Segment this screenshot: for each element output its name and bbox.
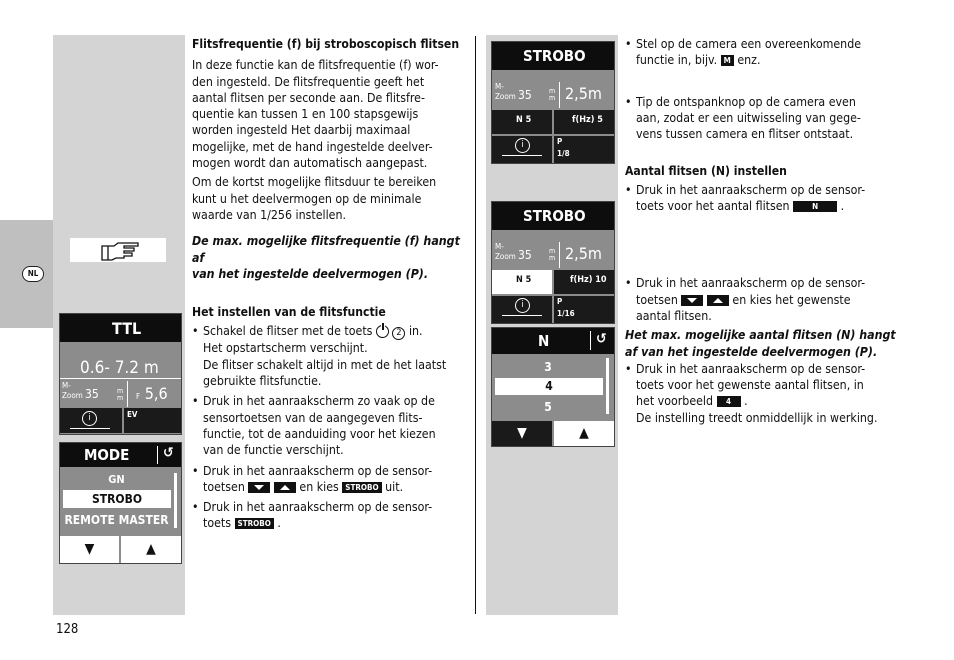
language-badge: NL (22, 266, 44, 282)
mode-item-gn[interactable]: GN (108, 473, 125, 486)
strobo2-p-button[interactable]: P 1/16 (554, 296, 614, 323)
back-icon[interactable]: ↺ (163, 445, 174, 461)
info-icon: i (515, 138, 530, 153)
ttl-title: TTL (112, 319, 142, 338)
strobo2-n-button[interactable]: N 5 (492, 270, 552, 294)
strobo2-range: 2,5m (565, 244, 602, 263)
bullet-press-sensor: • Druk in het aanraakscherm zo vaak op de sensortoetsen van de aangegeven flits- functie, tot de aanduiding voor het kiezen van de functie verschijnt. (192, 393, 472, 458)
chevron-up-icon: ▲ (146, 541, 156, 557)
strobo2-f-button[interactable]: f(Hz) 10 (554, 270, 614, 294)
back-icon[interactable]: ↺ (596, 331, 607, 347)
chevron-down-icon: ▼ (84, 541, 95, 557)
mode-down-button[interactable] (60, 536, 119, 563)
ttl-aperture: F 5,6 (136, 384, 168, 403)
n-item-3[interactable]: 3 (544, 360, 552, 374)
mode-m-badge: M (721, 55, 734, 66)
strobo2-info-button[interactable] (492, 296, 552, 323)
n-badge: N (793, 201, 837, 212)
bullet-choose-count: • Druk in het aanraakscherm op de sensor- toetsen en kies het gewenste aantal flitsen. (625, 275, 925, 324)
bullet-press-n: • Druk in het aanraakscherm op de sensor- toets voor het aantal flitsen N . (625, 182, 925, 215)
column-1 (192, 36, 472, 532)
para-2: Om de kortst mogelijke flitsduur te bereiken kunt u het deelvermogen op de minimale waarde van 1/256 instellen. (192, 175, 437, 222)
strobo-screen-1: STROBO M- Zoom 35 m m 2,5m N 5 f(Hz) 5 i P 1/8 (491, 41, 615, 164)
bullet-press-strobo: • Druk in het aanraakscherm op de sensor- toets STROBO . (192, 499, 472, 532)
ttl-zoom-unit: m m (117, 387, 124, 402)
column-divider (475, 36, 476, 614)
section-heading-count: Aantal flitsen (N) instellen (625, 164, 787, 179)
mode-item-strobo[interactable]: STROBO (63, 490, 171, 508)
ttl-range: 0.6- 7.2 m (80, 358, 159, 378)
n-title-bar: N ↺ (492, 328, 614, 354)
n-screen (491, 327, 615, 447)
hand-pointer-icon (70, 238, 166, 262)
n-up-button[interactable] (554, 421, 614, 446)
mode-title: MODE (84, 446, 130, 464)
strobo-screen-2: STROBO M- Zoom 35 m m 2,5m N 5 f(Hz) 10 i P 1/16 (491, 201, 615, 324)
bullet-desired-count: • Druk in het aanraakscherm op de sensor- toets voor het gewenste aantal flitsen, in het voorbeeld 4 . De instelling treedt onmiddellijk in werking. (625, 361, 925, 426)
strobo-badge: STROBO (235, 518, 274, 529)
down-key-icon (248, 482, 270, 493)
bullet-power-on: • Schakel de flitser met de toets 2 in. Het opstartscherm verschijnt. De flitser schakelt altijd in met de het laatst gebruikte flitsfunctie. (192, 323, 472, 389)
strobo1-n-button[interactable]: N 5 (492, 110, 552, 134)
mode-scrollbar[interactable] (174, 473, 177, 528)
strobo1-info-button[interactable] (492, 136, 552, 163)
strobo-badge: STROBO (342, 482, 381, 493)
chevron-up-icon: ▲ (579, 425, 589, 441)
strobo-title-bar-1: STROBO (492, 42, 614, 70)
power-icon (376, 325, 389, 338)
strobo1-p-button[interactable]: P 1/8 (554, 136, 614, 163)
ttl-info-button[interactable] (60, 408, 122, 433)
strobo1-zoom: M- Zoom 35 (495, 82, 532, 102)
column-2 (625, 36, 925, 426)
section-heading-frequency: Flitsfrequentie (f) bij stroboscopisch flitsen (192, 37, 460, 51)
bullet-shutter-tip: • Tip de ontspanknop op de camera even aan, zodat er een uitwisseling van gege- vens tussen camera en flitser ontstaat. (625, 94, 925, 143)
para-1: In deze functie kan de flitsfrequentie (f) wor- den ingesteld. De flitsfrequentie geeft het aantal flitsen per seconde aan. De flitsfre- quentie kan tussen 1 en 100 stapsgewijs worden ingesteld Het daarbij maximaal mogelijke, met de hand ingestelde deelver- mogen wordt dan automatisch aangepast. (192, 58, 439, 171)
page-number: 128 (56, 622, 79, 637)
ttl-zoom-label: M- Zoom 35 (62, 381, 99, 401)
n-item-4[interactable]: 4 (495, 378, 603, 395)
ttl-screen (59, 313, 182, 435)
strobo2-zoom: M- Zoom 35 (495, 242, 532, 262)
n-item-5[interactable]: 5 (544, 400, 552, 414)
bullet-camera-function: • Stel op de camera een overeenkomende functie in, bijv. M enz. (625, 36, 925, 69)
info-icon: i (82, 411, 97, 426)
strobo-title-bar-2: STROBO (492, 202, 614, 230)
note-frequency: De max. mogelijke flitsfrequentie (f) hangt af van het ingestelde deelvermogen (P). (192, 234, 460, 281)
mode-screen (59, 442, 182, 564)
n-scrollbar[interactable] (606, 358, 609, 414)
strobo1-range: 2,5m (565, 84, 602, 103)
info-icon: i (515, 298, 530, 313)
chevron-down-icon: ▼ (517, 425, 527, 441)
mode-title-bar (60, 443, 181, 467)
ttl-ev-button[interactable]: EV (124, 408, 181, 433)
n-down-button[interactable] (492, 421, 552, 446)
bullet-select-strobo: • Druk in het aanraakscherm op de sensor- toetsen en kies STROBO uit. (192, 463, 472, 496)
up-key-icon (707, 295, 729, 306)
mode-item-remote-master[interactable]: REMOTE MASTER (64, 513, 169, 527)
down-key-icon (681, 295, 703, 306)
ttl-title-bar (60, 314, 181, 342)
note-count: Het max. mogelijke aantal flitsen (N) hangt af van het ingestelde deelvermogen (P). (625, 328, 896, 359)
up-key-icon (274, 482, 296, 493)
circled-2: 2 (392, 327, 405, 340)
mode-up-button[interactable] (121, 536, 181, 563)
value-4-badge: 4 (717, 396, 741, 407)
section-heading-setup: Het instellen van de flitsfunctie (192, 305, 386, 320)
strobo1-f-button[interactable]: f(Hz) 5 (554, 110, 614, 134)
